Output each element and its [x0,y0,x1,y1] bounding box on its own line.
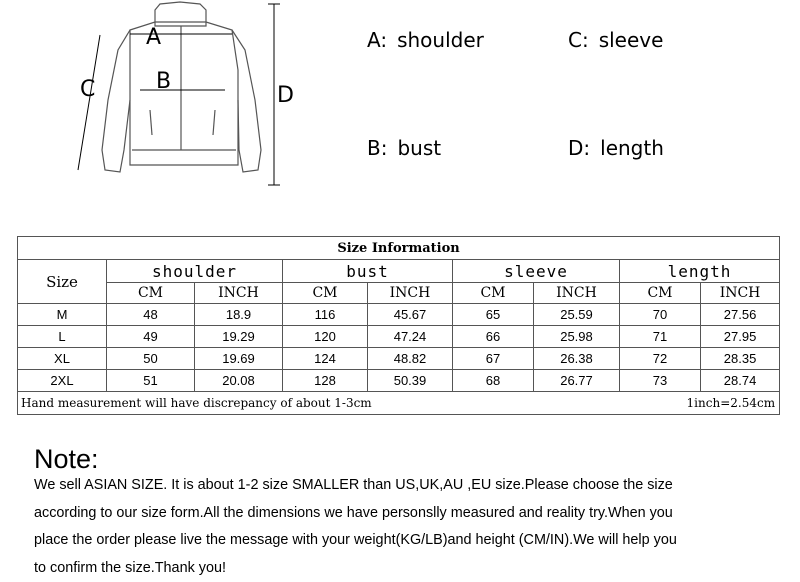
size-cell: XL [18,348,107,370]
legend-bust [367,136,441,160]
unit-header: CM [107,283,195,304]
value-cell: 47.24 [368,326,453,348]
value-cell: 49 [107,326,195,348]
value-cell: 28.74 [701,370,780,392]
size-cell: M [18,304,107,326]
value-cell: 25.59 [534,304,620,326]
unit-header: INCH [701,283,780,304]
value-cell: 66 [453,326,534,348]
value-cell: 19.29 [195,326,283,348]
value-cell: 68 [453,370,534,392]
unit-header: CM [620,283,701,304]
note-title: Note: [34,444,99,474]
value-cell: 50 [107,348,195,370]
value-cell: 124 [283,348,368,370]
measurement-disclaimer: Hand measurement will have discrepancy of about 1-3cm [18,392,534,415]
value-cell: 116 [283,304,368,326]
value-cell: 67 [453,348,534,370]
legend-length [568,136,664,160]
value-cell: 120 [283,326,368,348]
size-table [17,236,780,415]
note-line: to confirm the size.Thank you! [34,559,226,576]
diagram-label-d: D [277,83,294,108]
group-header-length: length [620,260,780,283]
table-title: Size Information [18,237,780,260]
note-line: place the order please live the message with your weight(KG/LB)and height (CM/IN).We will help you [34,532,677,548]
table-row [18,326,780,348]
legend-label: length [600,136,664,160]
note-line: We sell ASIAN SIZE. It is about 1-2 size SMALLER than US,UK,AU ,EU size.Please choose the size [34,477,673,493]
value-cell: 50.39 [368,370,453,392]
unit-header: INCH [534,283,620,304]
table-row [18,348,780,370]
value-cell: 19.69 [195,348,283,370]
legend-key: A: [367,28,388,52]
table-row [18,370,780,392]
value-cell: 72 [620,348,701,370]
unit-header: INCH [368,283,453,304]
value-cell: 26.77 [534,370,620,392]
value-cell: 28.35 [701,348,780,370]
value-cell: 48.82 [368,348,453,370]
note-line: according to our size form.All the dimensions we have personslly measured and reality try.When you [34,504,673,521]
value-cell: 18.9 [195,304,283,326]
unit-header: CM [283,283,368,304]
note-body [34,472,774,582]
value-cell: 45.67 [368,304,453,326]
table-row [18,304,780,326]
legend-sleeve [568,28,663,52]
value-cell: 73 [620,370,701,392]
unit-header: CM [453,283,534,304]
value-cell: 20.08 [195,370,283,392]
group-header-bust: bust [283,260,453,283]
size-cell: 2XL [18,370,107,392]
diagram-label-c: C [80,77,96,102]
legend-key: B: [367,136,388,160]
table-footer [18,392,780,415]
jacket-diagram [60,0,310,190]
legend-key: C: [568,28,589,52]
value-cell: 27.95 [701,326,780,348]
value-cell: 51 [107,370,195,392]
group-header-shoulder: shoulder [107,260,283,283]
diagram-label-b: B [156,69,172,94]
legend-label: shoulder [397,28,484,52]
value-cell: 26.38 [534,348,620,370]
legend-shoulder [367,28,484,52]
size-cell: L [18,326,107,348]
unit-header: INCH [195,283,283,304]
value-cell: 70 [620,304,701,326]
value-cell: 128 [283,370,368,392]
legend-key: D: [568,136,591,160]
value-cell: 27.56 [701,304,780,326]
measure-lines [78,4,280,185]
diagram-label-a: A [146,25,162,50]
legend-label: bust [397,136,442,160]
legend-label: sleeve [598,28,664,52]
value-cell: 48 [107,304,195,326]
jacket-outline-icon [102,2,261,172]
unit-conversion: 1inch=2.54cm [534,392,780,415]
group-header-sleeve: sleeve [453,260,620,283]
value-cell: 65 [453,304,534,326]
value-cell: 71 [620,326,701,348]
value-cell: 25.98 [534,326,620,348]
size-column-header: Size [18,260,107,304]
